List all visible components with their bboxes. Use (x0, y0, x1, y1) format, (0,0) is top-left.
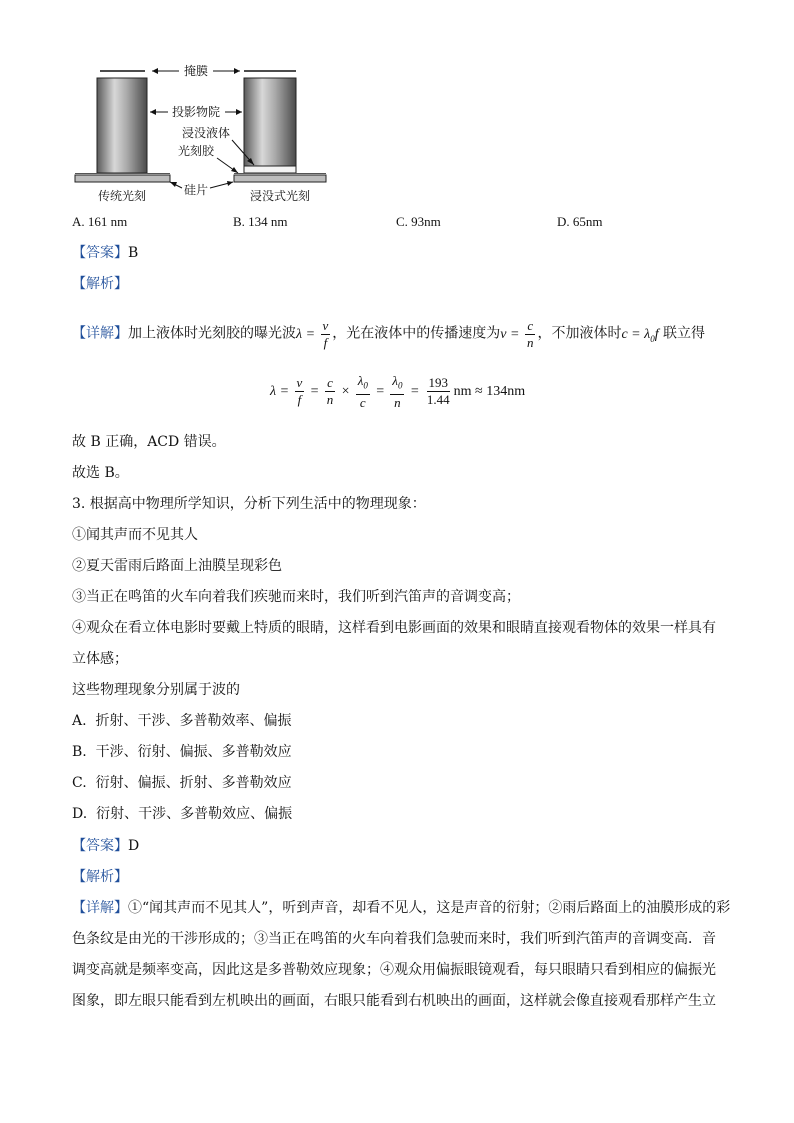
q3-option-b: B. 干涉、衍射、偏振、多普勒效应 (72, 744, 292, 760)
photoresist-label: 光刻胶 (178, 144, 215, 158)
mask-label: 掩膜 (183, 64, 209, 78)
q2-choice: 故选 B。 (72, 465, 129, 481)
detail-tag: 【详解】 (72, 325, 128, 342)
q3-detail-line3: 调变高就是频率变高，因此这是多普勒效应现象；④观众用偏振眼镜观看，每只眼睛只看到相应的偏振光 (72, 962, 716, 978)
answer-tag: 【答案】 (72, 245, 128, 261)
traditional-label: 传统光刻 (97, 189, 147, 203)
q2-analysis (72, 274, 128, 294)
q3-item-4-line1: ④观众在看立体电影时要戴上特质的眼睛，这样看到电影画面的效果和眼睛直接观看物体的效果一样具有 (72, 620, 716, 636)
q3-answer (72, 836, 139, 856)
answer-tag: 【答案】 (72, 838, 128, 854)
lens-left (97, 78, 147, 173)
q3-stem: 3. 根据高中物理所学知识，分析下列生活中的物理现象： (72, 496, 426, 512)
formula-c: $c = \lambda_0f$ (621, 326, 659, 344)
q2-answer (72, 243, 138, 263)
q3-detail-line2: 色条纹是由光的干涉形成的；③当正在鸣笛的火车向着我们急驶而来时，我们听到汽笛声的音调变高．音 (72, 931, 716, 947)
q2-option-a: A. 161 nm (72, 214, 128, 229)
analysis-tag: 【解析】 (72, 869, 128, 885)
q2-option-c: C. 93nm (396, 214, 441, 229)
q3-detail-line4: 图象，即左眼只能看到左机映出的画面，右眼只能看到右机映出的画面，这样就会像直接观看那样产生立 (72, 993, 716, 1009)
q2-option-b: B. 134 nm (233, 214, 288, 229)
formula-lambda: λ = $\frac{v}{f}$ (296, 318, 329, 350)
q3-item-2: ②夏天雷雨后路面上油膜呈现彩色 (72, 558, 282, 574)
q2-option-d: D. 65nm (557, 214, 603, 229)
lithography-figure (70, 60, 330, 210)
q3-item-4-line2: 立体感； (72, 651, 128, 667)
wafer-label: 硅片 (183, 183, 209, 197)
q2-detail: 【详解】加上液体时光刻胶的曝光波λ = $\frac{v}{f}$ ，光在液体中的传播速度为v = $\frac{c}{n}$ ，不加液体时$c = \lambda_0f$ 联立得 (72, 318, 706, 350)
q3-option-a: A. 折射、干涉、多普勒效率、偏振 (72, 713, 292, 729)
q3-item-1: ①闻其声而不见其人 (72, 527, 198, 543)
answer-value: D (128, 838, 140, 854)
q3-item-3: ③当正在鸣笛的火车向着我们疾驰而来时，我们听到汽笛声的音调变高； (72, 589, 520, 605)
analysis-tag: 【解析】 (72, 276, 128, 292)
wafer-left (75, 175, 170, 182)
answer-value: B (128, 245, 139, 261)
immersion-litho-label: 浸没式光刻 (249, 189, 311, 203)
detail-tag: 【详解】 (72, 900, 128, 916)
q3-prompt: 这些物理现象分别属于波的 (72, 682, 240, 698)
q3-option-c: C. 衍射、偏振、折射、多普勒效应 (72, 775, 292, 791)
q3-analysis (72, 867, 128, 887)
immersion-label: 浸没液体 (182, 126, 231, 140)
formula-v: v = $\frac{c}{n}$ (500, 318, 534, 350)
q3-detail-line1: 【详解】①“闻其声而不见其人”，听到声音，却看不见人，这是声音的衍射；②雨后路面上的油膜形成的彩 (72, 900, 731, 916)
immersion-liquid (244, 166, 296, 173)
q2-conclusion: 故 B 正确，ACD 错误。 (72, 434, 226, 450)
lens-right (244, 78, 296, 166)
wafer-right (234, 175, 326, 182)
lens-label: 投影物院 (171, 105, 221, 119)
q3-option-d: D. 衍射、干涉、多普勒效应、偏振 (72, 806, 293, 822)
formula-display: λ = $\frac{v}{f}$ = $\frac{c}{n}$ × $\frac{\lambda_0}{c}$ = $\frac{\lambda_0}{n}$ = $\frac{193}{1.44}$ nm ≈ 134nm (270, 373, 526, 410)
